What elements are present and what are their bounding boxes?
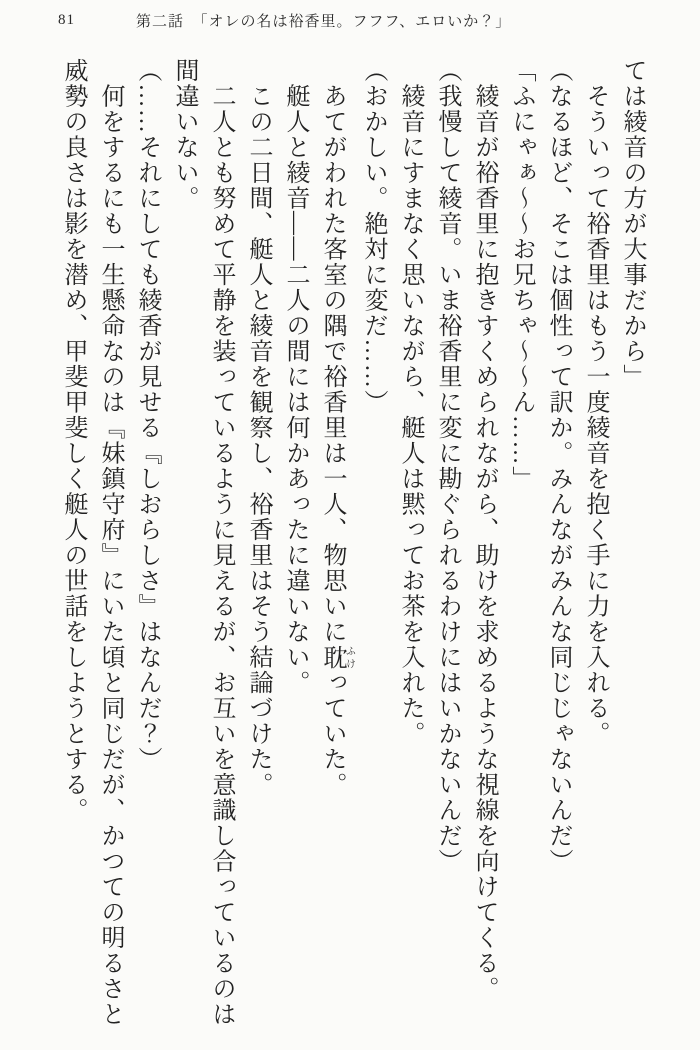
text-line: この二日間、艇人と綾音を観察し、裕香里はそう結論づけた。	[245, 58, 271, 798]
text-line: そういって裕香里はもう一度綾音を抱く手に力を入れる。	[582, 58, 608, 747]
text-line: 間違いない。	[171, 58, 197, 211]
text-line: 二人とも努めて平静を装っているように見えるが、お互いを意識し合っているのは	[208, 58, 234, 1027]
text-line: （……それにしても綾香が見せる『しおらしさ』はなんだ？）	[134, 58, 160, 772]
text-line: 威勢の良さは影を潜め、甲斐甲斐しく艇人の世話をしようとする。	[60, 58, 86, 823]
text-line: （なるほど、そこは個性って訳か。みんながみんな同じじゃないんだ）	[545, 58, 571, 874]
page-number: 81	[58, 11, 75, 28]
text-line: ては綾音の方が大事だから」	[619, 58, 645, 390]
text-line: （我慢して綾音。いま裕香里に変に勘ぐられるわけにはいかないんだ）	[434, 58, 460, 874]
running-head	[58, 8, 660, 32]
text-line: 艇人と綾音――二人の間には何かあったに違いない。	[282, 58, 308, 696]
text-line: 綾音にすまなく思いながら、艇人は黙ってお茶を入れた。	[397, 58, 423, 747]
text-line: 「ふにゃぁ～～お兄ちゃ～～ん……」	[508, 58, 534, 492]
text-line: 綾音が裕香里に抱きすくめられながら、助けを求めるような視線を向けてくる。	[471, 58, 497, 1002]
chapter-title: 第二話 「オレの名は裕香里。フフフ、エロいか？」	[136, 13, 512, 30]
text-line: あてがわれた客室の隅で裕香里は一人、物思いに耽ふけっていた。	[319, 58, 355, 798]
ruby-annotation: 耽ふけ	[319, 644, 355, 670]
text-line: （おかしい。絶対に変だ……）	[360, 58, 386, 415]
text-line: 何をするにも一生懸命なのは『妹鎮守府』にいた頃と同じだが、かつての明るさと	[97, 58, 123, 1027]
vertical-text-area	[50, 58, 650, 1036]
